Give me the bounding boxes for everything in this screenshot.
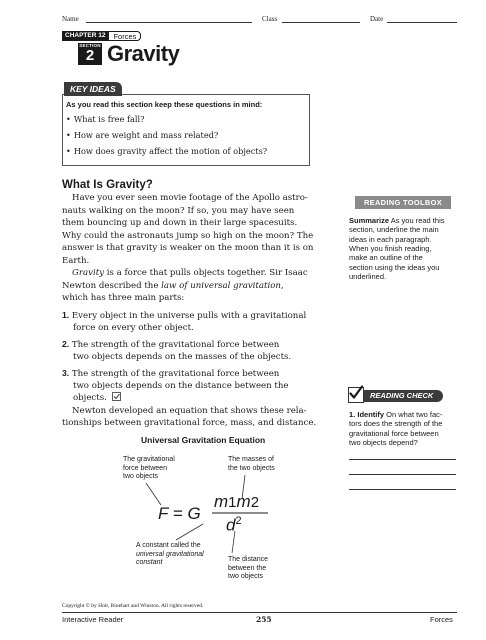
mass-annotation: The masses of the two objects bbox=[228, 456, 275, 472]
key-idea-item: • What is free fall? bbox=[66, 114, 145, 124]
check-question: gravitational force between bbox=[349, 428, 439, 438]
toolbox-text: underlined. bbox=[349, 271, 387, 281]
term-gravity: Gravity bbox=[72, 268, 105, 278]
toolbox-text: section using the ideas you bbox=[349, 262, 440, 272]
constant-annotation: A constant called the universal gravitational constant bbox=[136, 542, 204, 566]
body-line: Newton described the law of universal gravitation, bbox=[62, 280, 284, 291]
check-question: two objects depend? bbox=[349, 437, 418, 447]
footer-book-title: Interactive Reader bbox=[62, 615, 124, 624]
body-line: Earth. bbox=[62, 255, 90, 266]
chapter-tag: CHAPTER 12 bbox=[62, 31, 108, 41]
distance-annotation: The distance between the two objects bbox=[228, 556, 269, 580]
section-number: 2 bbox=[85, 47, 95, 64]
key-ideas-tab: KEY IDEAS bbox=[64, 82, 122, 96]
body-line: them bouncing up and down in their large spacesuits. bbox=[62, 218, 298, 228]
key-idea-item: • How does gravity affect the motion of objects? bbox=[66, 146, 267, 156]
list-item: 1. Every object in the universe pulls with a gravitational bbox=[62, 310, 307, 321]
toolbox-text: When you finish reading, bbox=[349, 243, 432, 253]
list-item-cont: two objects depends on the distance between the bbox=[73, 380, 289, 391]
list-item-cont: force on every other object. bbox=[73, 322, 194, 333]
footer-chapter-name: Forces bbox=[430, 615, 453, 624]
chapter-name: Forces bbox=[108, 31, 141, 41]
body-line: Newton developed an equation that shows these rela- bbox=[72, 405, 307, 416]
toolbox-text: section, underline the main bbox=[349, 225, 439, 235]
body-line: answer is that gravity is weaker on the moon than it is on bbox=[62, 243, 314, 253]
key-idea-item: • How are weight and mass related? bbox=[66, 130, 218, 140]
check-question: tors does the strength of the bbox=[349, 419, 443, 429]
copyright-text: Copyright © by Holt, Rinehart and Winston. All rights reserved. bbox=[62, 603, 204, 609]
date-label: Date bbox=[370, 15, 384, 23]
body-line: which has three main parts: bbox=[62, 293, 185, 303]
list-item: 2. The strength of the gravitational force between bbox=[62, 339, 280, 350]
list-item: 3. The strength of the gravitational force between bbox=[62, 368, 280, 379]
name-label: Name bbox=[62, 15, 79, 23]
check-term: Identify bbox=[357, 410, 385, 419]
body-line: Have you ever seen movie footage of the Apollo astro- bbox=[72, 193, 308, 203]
equation-title: Universal Gravitation Equation bbox=[141, 435, 266, 445]
force-leader-line bbox=[146, 483, 161, 505]
page-title: Gravity bbox=[107, 41, 180, 66]
list-item-cont: two objects depends on the masses of the objects. bbox=[73, 351, 292, 362]
body-line: Gravity is a force that pulls objects together. Sir Isaac bbox=[72, 268, 308, 278]
section-label: SECTION bbox=[79, 43, 101, 48]
body-line: Why could the astronauts jump so high on the moon? The bbox=[62, 230, 314, 241]
footer-divider bbox=[62, 612, 457, 613]
body-line: nauts walking on the moon? If so, you may have seen bbox=[62, 205, 295, 216]
toolbox-text: ideas in each paragraph. bbox=[349, 234, 432, 244]
page-number: 255 bbox=[256, 615, 272, 624]
toolbox-text: Summarize As you read this bbox=[349, 216, 445, 225]
reading-toolbox-badge: READING TOOLBOX bbox=[355, 196, 451, 209]
key-ideas-heading: As you read this section keep these questions in mind: bbox=[66, 100, 263, 109]
equation-lhs: F = G bbox=[158, 504, 201, 523]
force-annotation: The gravitational force between two objects bbox=[123, 456, 175, 480]
body-line: tionships between gravitational force, mass, and distance. bbox=[62, 418, 317, 428]
equation-denominator: $d^2$ bbox=[226, 515, 242, 535]
term-law: law of universal gravitation bbox=[161, 280, 281, 291]
reading-check-badge: READING CHECK bbox=[364, 390, 443, 402]
equation-numerator: m1m2 bbox=[214, 492, 260, 511]
list-item-cont: objects. bbox=[73, 392, 121, 404]
constant-leader-line bbox=[176, 524, 203, 540]
class-label: Class bbox=[262, 15, 278, 23]
toolbox-term: Summarize bbox=[349, 216, 390, 225]
check-question: 1. Identify On what two fac- bbox=[349, 410, 443, 419]
toolbox-text: make an outline of the bbox=[349, 253, 423, 263]
section-heading: What Is Gravity? bbox=[62, 179, 153, 191]
